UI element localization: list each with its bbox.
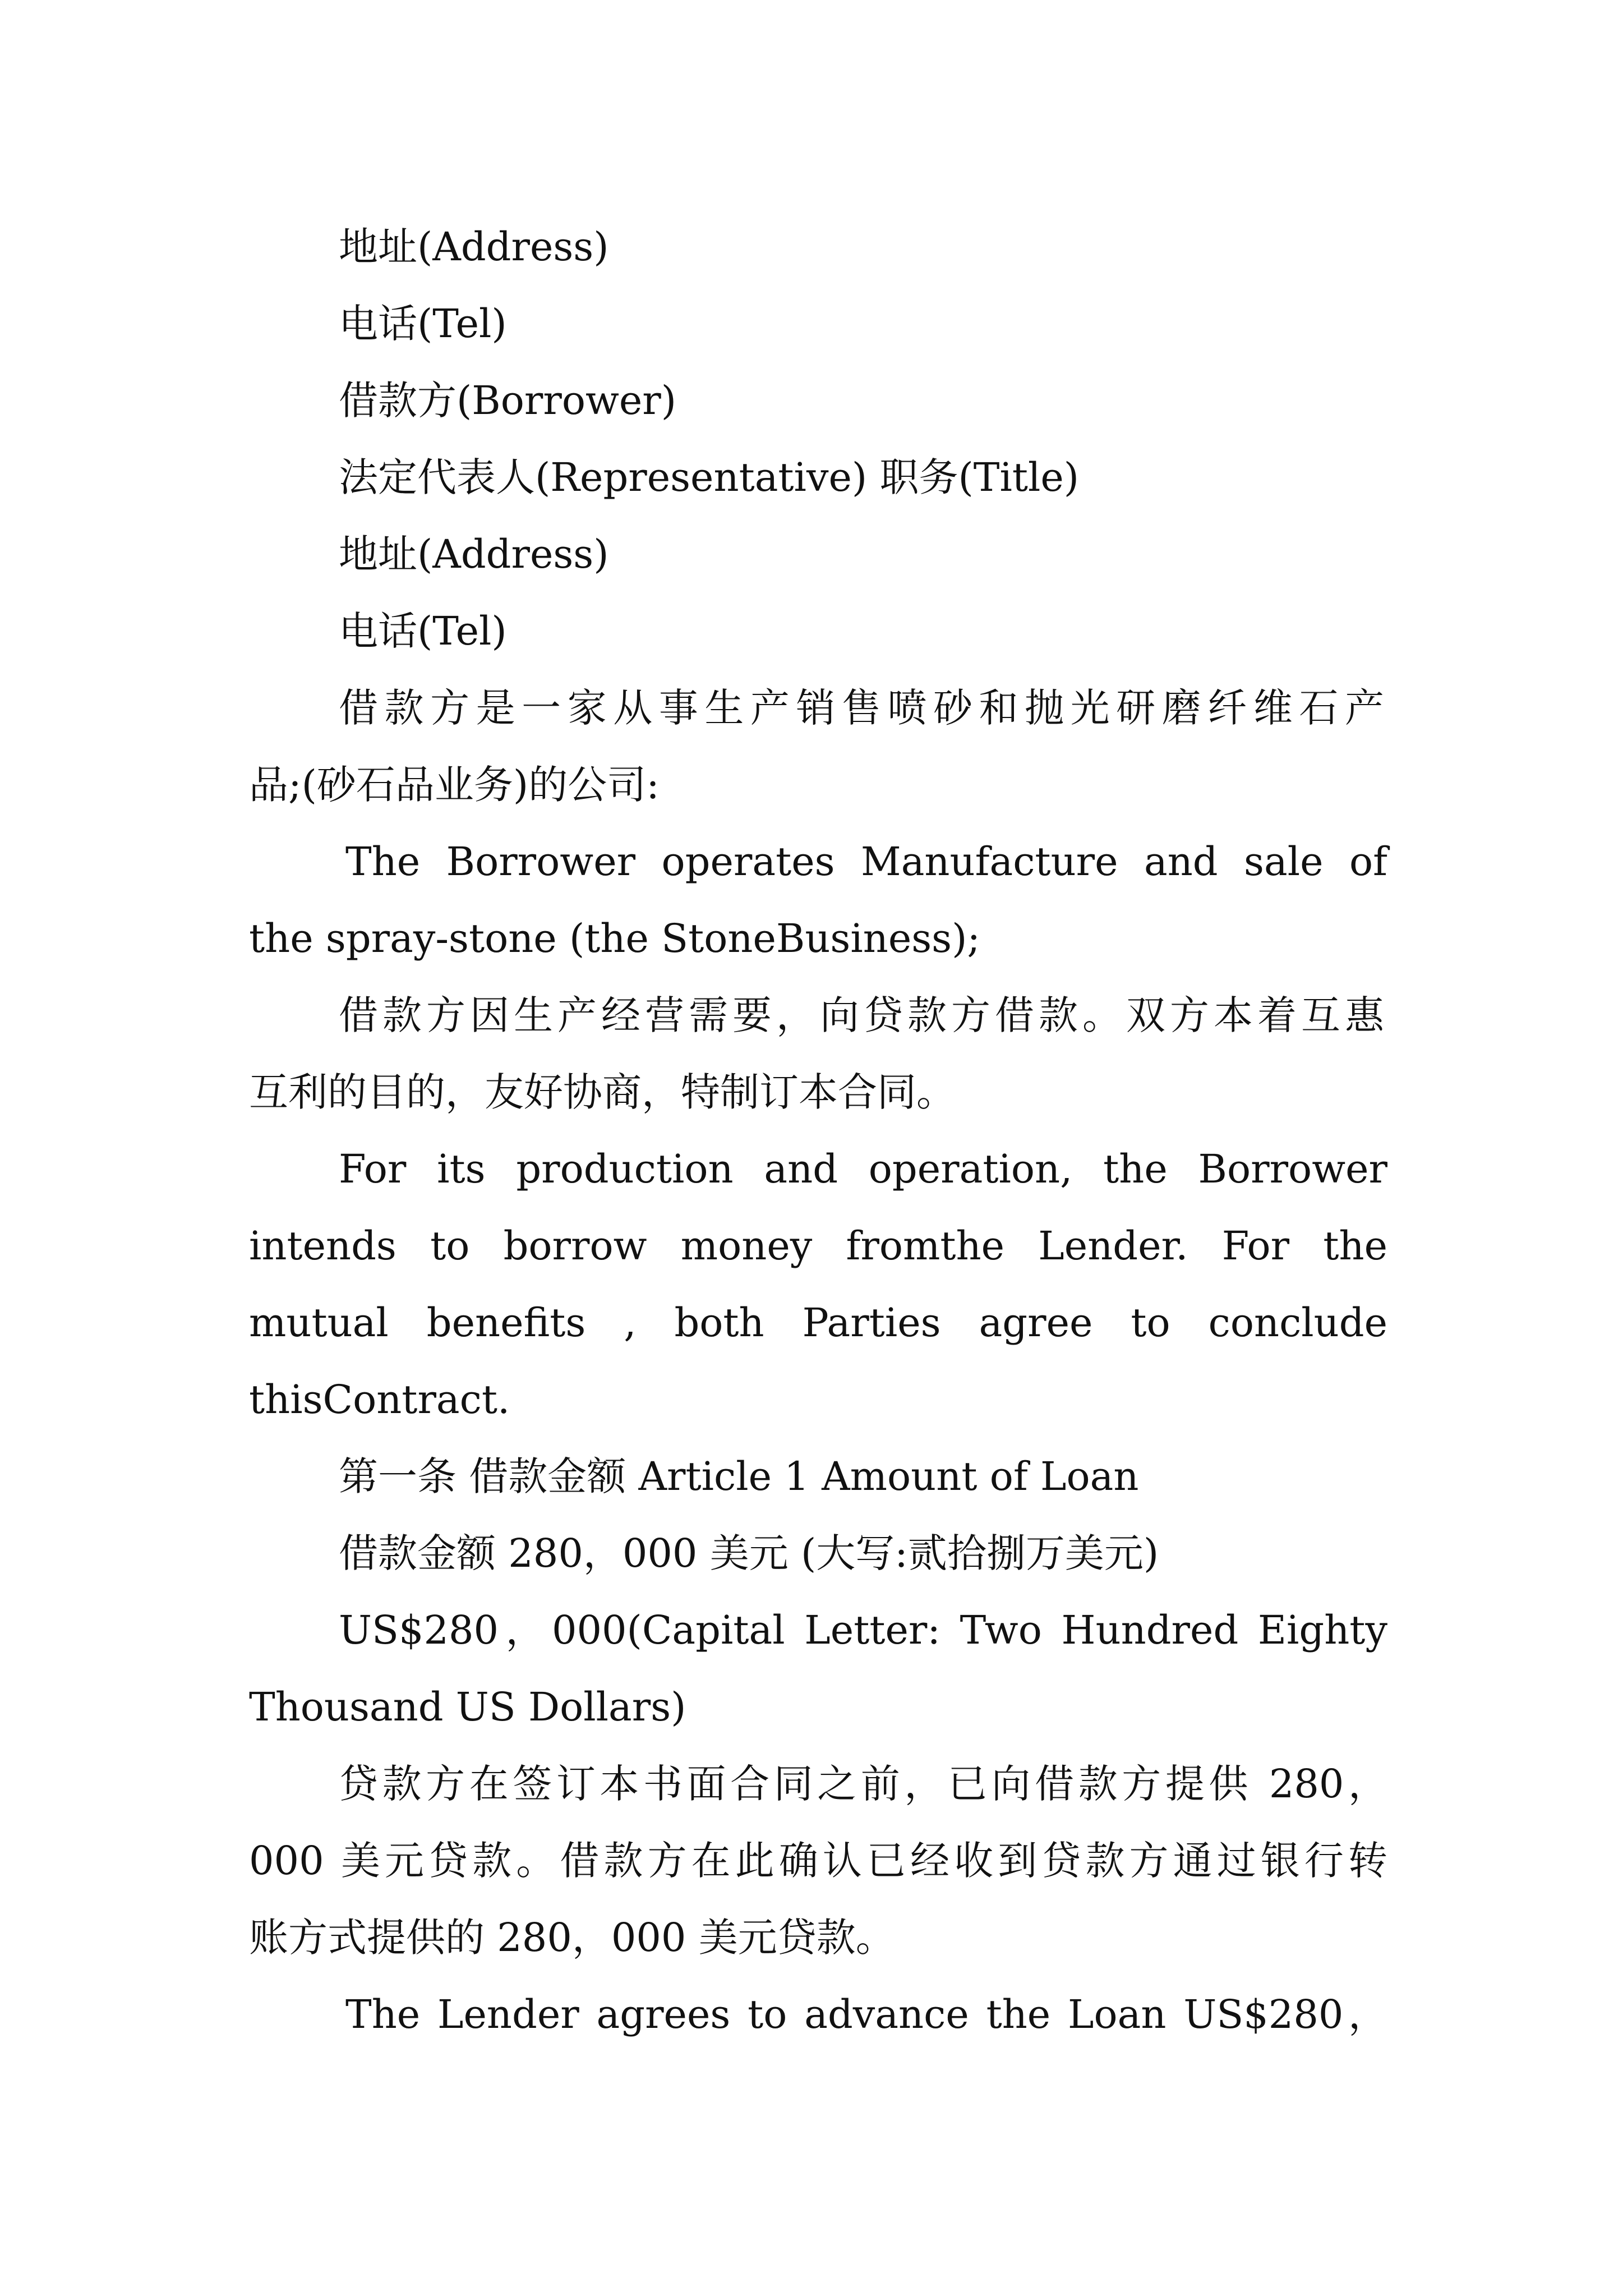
paragraph-line: 品;(砂石品业务)的公司: <box>249 762 660 808</box>
paragraph-line: mutual benefits , both Parties agree to conclude <box>249 1300 1387 1346</box>
borrower-address-label: 地址(Address) <box>339 531 609 577</box>
representative-title-label: 法定代表人(Representative) 职务(Title) <box>339 454 1080 500</box>
paragraph-line: 借款金额 280，000 美元 (大写:贰拾捌万美元) <box>339 1530 1159 1576</box>
paragraph-line: 借款方是一家从事生产销售喷砂和抛光研磨纤维石产 <box>339 685 1387 731</box>
lender-tel-label: 电话(Tel) <box>339 301 507 347</box>
paragraph-line: The Borrower operates Manufacture and sale of <box>345 839 1387 885</box>
paragraph-line: 借款方因生产经营需要，向贷款方借款。双方本着互惠 <box>339 992 1387 1038</box>
lender-address-label: 地址(Address) <box>339 224 609 270</box>
paragraph-line: intends to borrow money fromthe Lender. For the <box>249 1223 1387 1269</box>
borrower-label: 借款方(Borrower) <box>339 378 677 424</box>
paragraph-line: Thousand US Dollars) <box>249 1684 686 1730</box>
paragraph-line: For its production and operation, the Borrower <box>339 1146 1387 1192</box>
document-body <box>249 209 1387 2053</box>
paragraph-line: US$280，000(Capital Letter: Two Hundred Eighty <box>339 1607 1387 1653</box>
paragraph-line: 贷款方在签订本书面合同之前，已向借款方提供 280， <box>339 1761 1387 1807</box>
paragraph-line: The Lender agrees to advance the Loan US$280， <box>345 1991 1387 2037</box>
paragraph-line: 互利的目的，友好协商，特制订本合同。 <box>249 1069 956 1115</box>
paragraph-line: the spray-stone (the StoneBusiness); <box>249 915 980 961</box>
paragraph-line: 账方式提供的 280，000 美元贷款。 <box>249 1915 895 1961</box>
paragraph-line: 000 美元贷款。借款方在此确认已经收到贷款方通过银行转 <box>249 1838 1387 1884</box>
article-heading: 第一条 借款金额 Article 1 Amount of Loan <box>339 1453 1139 1499</box>
paragraph-line: thisContract. <box>249 1377 510 1423</box>
borrower-tel-label: 电话(Tel) <box>339 608 507 654</box>
